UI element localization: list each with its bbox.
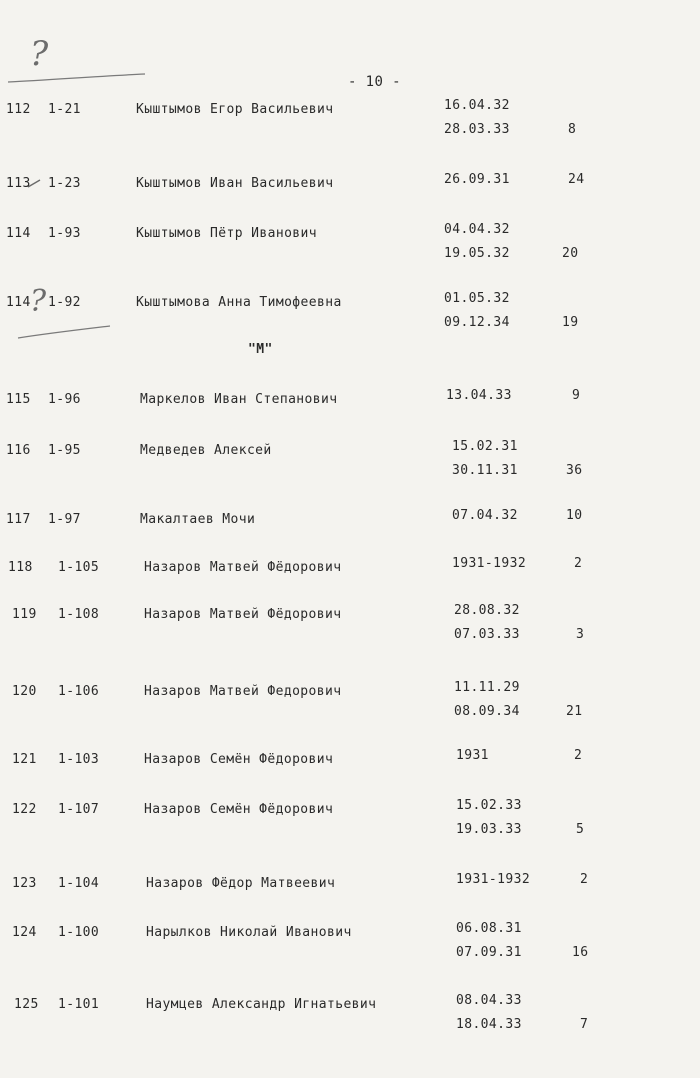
record-number: 115 xyxy=(6,392,31,407)
record-date: 1931 xyxy=(456,748,489,763)
person-name: Кыштымов Иван Васильевич xyxy=(136,176,334,191)
person-name: Назаров Фёдор Матвеевич xyxy=(146,876,336,891)
record-code: 1-105 xyxy=(58,560,100,575)
person-name: Макалтаев Мочи xyxy=(140,512,256,527)
record-count: 16 xyxy=(572,945,589,960)
record-count: 8 xyxy=(568,122,577,137)
record-date: 19.05.32 xyxy=(444,246,510,261)
person-name: Кыштымов Пётр Иванович xyxy=(136,226,317,241)
record-number: 122 xyxy=(12,802,37,817)
person-name: Назаров Матвей Фёдорович xyxy=(144,560,342,575)
record-date: 06.08.31 xyxy=(456,921,522,936)
page-number: - 10 - xyxy=(348,74,401,90)
person-name: Наумцев Александр Игнатьевич xyxy=(146,997,377,1012)
record-date: 1931-1932 xyxy=(456,872,531,887)
record-code: 1-106 xyxy=(58,684,100,699)
record-date: 07.03.33 xyxy=(454,627,520,642)
record-date: 13.04.33 xyxy=(446,388,512,403)
record-code: 1-97 xyxy=(48,512,81,527)
record-date: 16.04.32 xyxy=(444,98,510,113)
record-date: 18.04.33 xyxy=(456,1017,522,1032)
person-name: Назаров Семён Фёдорович xyxy=(144,802,334,817)
record-number: 118 xyxy=(8,560,33,575)
pencil-line xyxy=(8,74,145,82)
record-code: 1-103 xyxy=(58,752,100,767)
record-code: 1-104 xyxy=(58,876,100,891)
record-date: 04.04.32 xyxy=(444,222,510,237)
record-date: 26.09.31 xyxy=(444,172,510,187)
record-number: 123 xyxy=(12,876,37,891)
person-name: Кыштымов Егор Васильевич xyxy=(136,102,334,117)
handwritten-question-mark: ? xyxy=(30,34,49,74)
record-number: 112 xyxy=(6,102,31,117)
record-code: 1-108 xyxy=(58,607,100,622)
record-date: 07.04.32 xyxy=(452,508,518,523)
record-code: 1-96 xyxy=(48,392,81,407)
section-heading: "М" xyxy=(248,342,273,357)
record-number: 125 xyxy=(14,997,39,1012)
person-name: Медведев Алексей xyxy=(140,443,272,458)
record-date: 1931-1932 xyxy=(452,556,527,571)
record-code: 1-92 xyxy=(48,295,81,310)
record-number: 120 xyxy=(12,684,37,699)
record-count: 7 xyxy=(580,1017,589,1032)
record-code: 1-23 xyxy=(48,176,81,191)
record-count: 24 xyxy=(568,172,585,187)
record-number: 113 xyxy=(6,176,31,191)
person-name: Нарылков Николай Иванович xyxy=(146,925,352,940)
record-date: 09.12.34 xyxy=(444,315,510,330)
person-name: Назаров Матвей Федорович xyxy=(144,684,342,699)
record-date: 11.11.29 xyxy=(454,680,520,695)
record-count: 21 xyxy=(566,704,583,719)
record-count: 2 xyxy=(574,556,583,571)
record-count: 2 xyxy=(574,748,583,763)
record-count: 19 xyxy=(562,315,579,330)
record-count: 36 xyxy=(566,463,583,478)
record-number: 114 xyxy=(6,226,31,241)
record-count: 5 xyxy=(576,822,585,837)
record-code: 1-100 xyxy=(58,925,100,940)
record-date: 08.04.33 xyxy=(456,993,522,1008)
pencil-line xyxy=(18,326,110,338)
record-number: 114 xyxy=(6,295,31,310)
record-date: 28.08.32 xyxy=(454,603,520,618)
record-count: 2 xyxy=(580,872,589,887)
person-name: Маркелов Иван Степанович xyxy=(140,392,338,407)
record-number: 116 xyxy=(6,443,31,458)
record-count: 3 xyxy=(576,627,585,642)
person-name: Кыштымова Анна Тимофеевна xyxy=(136,295,342,310)
record-date: 01.05.32 xyxy=(444,291,510,306)
record-code: 1-21 xyxy=(48,102,81,117)
record-code: 1-107 xyxy=(58,802,100,817)
record-number: 119 xyxy=(12,607,37,622)
record-number: 121 xyxy=(12,752,37,767)
record-code: 1-93 xyxy=(48,226,81,241)
record-count: 20 xyxy=(562,246,579,261)
record-date: 15.02.33 xyxy=(456,798,522,813)
person-name: Назаров Семён Фёдорович xyxy=(144,752,334,767)
record-date: 28.03.33 xyxy=(444,122,510,137)
record-number: 117 xyxy=(6,512,31,527)
record-date: 08.09.34 xyxy=(454,704,520,719)
record-number: 124 xyxy=(12,925,37,940)
record-count: 9 xyxy=(572,388,581,403)
record-date: 15.02.31 xyxy=(452,439,518,454)
record-date: 07.09.31 xyxy=(456,945,522,960)
record-code: 1-101 xyxy=(58,997,100,1012)
handwritten-question-mark: ? xyxy=(30,284,47,319)
person-name: Назаров Матвей Фёдорович xyxy=(144,607,342,622)
record-date: 30.11.31 xyxy=(452,463,518,478)
record-code: 1-95 xyxy=(48,443,81,458)
record-count: 10 xyxy=(566,508,583,523)
record-date: 19.03.33 xyxy=(456,822,522,837)
